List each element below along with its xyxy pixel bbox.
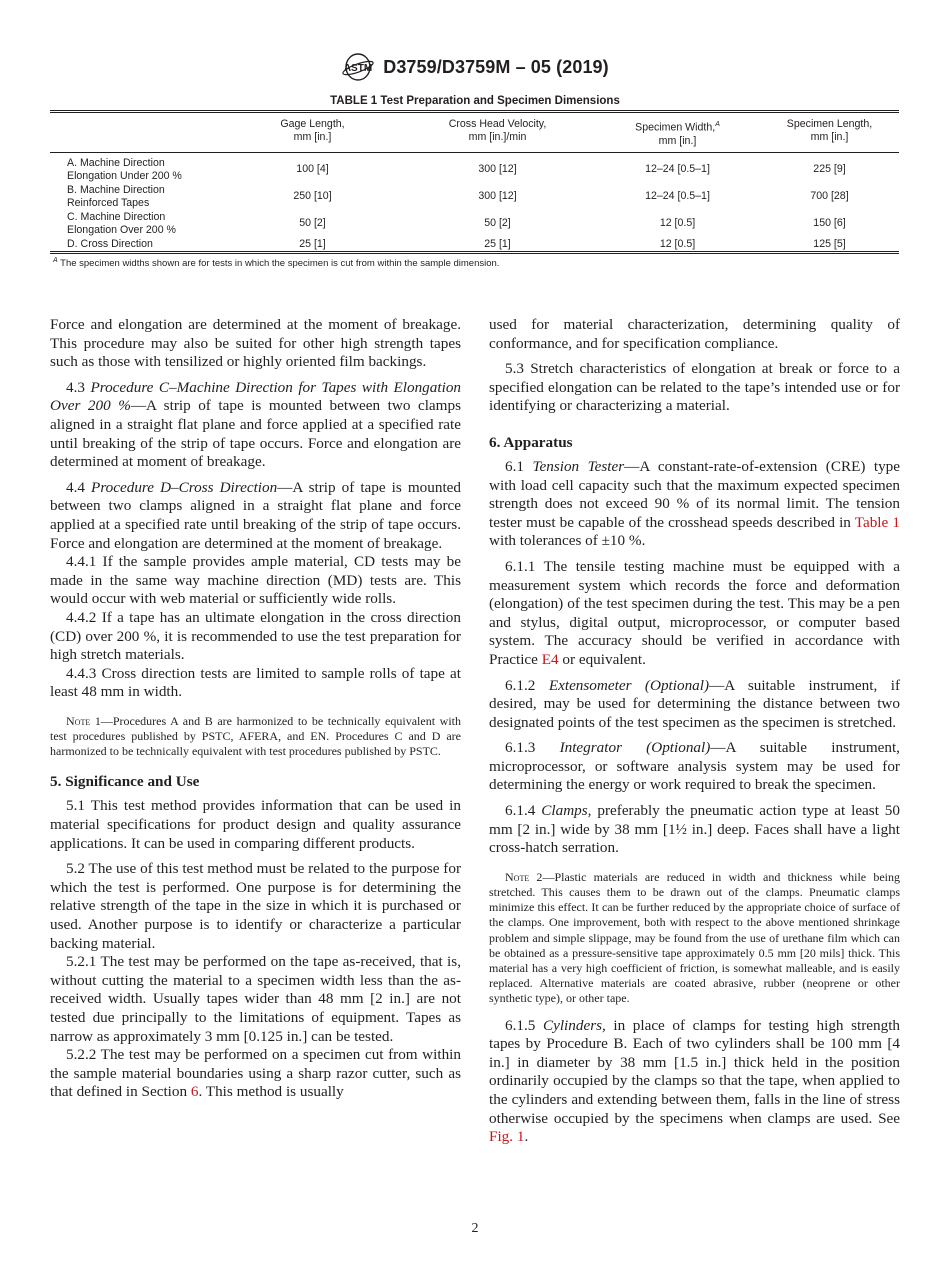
table-header-empty <box>50 112 225 153</box>
paragraph-5-2-2: 5.2.2 The test may be performed on a specimen cut from within the sample material boundaries using a sharp razor cutter, such as that defined in Section 6. This method is usually <box>50 1046 461 1101</box>
footnote-marker: A <box>715 121 720 128</box>
note-1: Note 1—Procedures A and B are harmonized to be technically equivalent with test procedures published by PSTC, AFERA, and EN. Procedures C and D are harmonized to be technically equivalent with test procedures published by PSTC. <box>50 713 461 759</box>
cell-gage: 25 [1] <box>299 237 326 250</box>
paragraph-6-1-4: 6.1.4 Clamps, preferably the pneumatic action type at least 50 mm [2 in.] wide by 38 mm [1½ in.] deep. Faces shall have a light cross-hatch serration. <box>489 802 900 857</box>
cell-velocity: 300 [12] <box>478 190 517 203</box>
table-title: TABLE 1 Test Preparation and Specimen Dimensions <box>330 95 620 107</box>
table-header-row <box>50 112 899 153</box>
table-header-specimen-width: Specimen Width,$^A$ mm [in.] <box>635 121 720 147</box>
link-fig-1[interactable]: Fig. 1 <box>489 1128 525 1146</box>
svg-text:ASTM: ASTM <box>344 63 373 74</box>
link-e4[interactable]: E4 <box>541 650 559 668</box>
document-header <box>0 52 950 87</box>
cell-width: 12–24 [0.5–1] <box>645 190 710 203</box>
table-1 <box>50 110 899 269</box>
paragraph-6-1-1: 6.1.1 The tensile testing machine must be equipped with a measurement system which records the force and deformation (elongation) of the test specimen during the test. This may be a pen and stylus, digital output, microprocessor, or computer based system. The accuracy should be verified in accordance with Practice E4 or equivalent. <box>489 557 900 668</box>
cell-width: 12–24 [0.5–1] <box>645 163 710 176</box>
table-row <box>50 184 899 211</box>
note-2: Note 2—Plastic materials are reduced in width and thickness while being stretched. This causes them to be drawn out of the clamps. Pneumatic clamps minimize this effect. It can be further reduced by the appropriate choice of surface of the clamps. One improvement, both with respect to the above mentioned shrinkage problem and simple slippage, may be found from the use of urethane film which can be obtained as a pressure-sensitive tape approximately 0.5 mm [20 mils] thick. This material has a very high coefficient of friction, is somewhat malleable, and is easily replaced. Alternative materials are coated abrasive, rubber (neoprene or other synthetic type), or other tape. <box>489 869 900 1006</box>
paragraph-5-2-1: 5.2.1 The test may be performed on the tape as-received, that is, without cutting the material to a specimen width less than the as-received width. Usually tapes wider than 48 mm [2 in.] are not tested due principally to the limitations of equipment. Tapes as narrow as approximately 3 mm [0.125 in.] can be tested. <box>50 953 461 1045</box>
section-6-heading: 6. Apparatus <box>489 433 573 451</box>
astm-logo-icon <box>341 52 375 82</box>
cell-velocity: 50 [2] <box>484 217 511 230</box>
paragraph-continuation: used for material characterization, determining quality of conformance, and for specification compliance. <box>489 316 900 352</box>
row-label: C. Machine Direction Elongation Over 200 % <box>67 210 176 237</box>
paragraph-6-1-2: 6.1.2 Extensometer (Optional)—A suitable instrument, if desired, may be used for determining the distance between two designated points of the test specimen as the specimen is stretched. <box>489 676 901 731</box>
table-header-cross-head-velocity: Cross Head Velocity, mm [in.]/min <box>448 118 547 143</box>
paragraph-4-3: 4.3 Procedure C–Machine Direction for Tapes with Elongation Over 200 %—A strip of tape is mounted between two clamps aligned in a straight flat plane and force applied at a specified rate until breaking of the strip of tape occurs. Force and elongation are determined at moment of breakage. <box>50 378 462 471</box>
cell-length: 700 [28] <box>810 190 849 203</box>
paragraph-6-1-3: 6.1.3 Integrator (Optional)—A suitable instrument, microprocessor, or software analysis system may be used for determining the energy or work required to break the specimen. <box>489 739 900 794</box>
cell-length: 125 [5] <box>813 237 846 250</box>
cell-length: 150 [6] <box>813 217 846 230</box>
document-id: D3759/D3759M – 05 (2019) <box>383 56 609 77</box>
paragraph-4-4-2: 4.4.2 If a tape has an ultimate elongation in the cross direction (CD) over 200 %, it is recommended to use the test preparation for high stretch materials. <box>50 608 461 664</box>
link-section-6[interactable]: 6 <box>190 1083 199 1101</box>
right-column <box>489 316 900 1147</box>
table-row <box>50 152 899 184</box>
paragraph-4-4-1: 4.4.1 If the sample provides ample material, CD tests may be made in the same way machine direction (MD) tests are. This would occur with web material or sufficiently wide rolls. <box>50 553 461 608</box>
paragraph-6-1-5: 6.1.5 Cylinders, in place of clamps for testing high strength tapes by Procedure B. Each of two cylinders shall be 100 mm [4 in.] in diameter by 38 mm [1.5 in.] thick held in the position ordinarily occupied by the clamps so that the tape, when applied to the cylinders and extending between them, falls in the line of stress otherwise occupied by the specimens when clamps are used. See Fig. 1. <box>489 1016 901 1146</box>
cell-velocity: 25 [1] <box>484 237 511 250</box>
cell-length: 225 [9] <box>813 163 846 176</box>
row-label: D. Cross Direction <box>67 237 153 250</box>
paragraph-6-1: 6.1 Tension Tester—A constant-rate-of-extension (CRE) type with load cell capacity such that the maximum expected specimen strength does not exceed 90 % of its normal limit. The tension tester must be capable of the crosshead speeds described in Table 1 with tolerances of ±10 %. <box>489 457 900 550</box>
page-number: 2 <box>471 1221 479 1236</box>
paragraph-continuation: Force and elongation are determined at the moment of breakage. This procedure may also be suited for other high strength tapes such as those with tensilized or highly oriented film backings. <box>50 316 461 371</box>
cell-gage: 250 [10] <box>293 190 332 203</box>
row-label: B. Machine Direction Reinforced Tapes <box>67 183 165 210</box>
table-footnote: $^A$ The specimen widths shown are for tests in which the specimen is cut from within the sample dimension. <box>53 257 500 270</box>
section-5-heading: 5. Significance and Use <box>50 773 200 791</box>
cell-gage: 100 [4] <box>296 163 329 176</box>
paragraph-5-2: 5.2 The use of this test method must be related to the purpose for which the test is performed. One purpose is for determining the relative strength of the tape in the size in which it is purchased or used. Another purpose is to identify or characterize a particular backing material. <box>50 860 461 952</box>
left-column <box>50 316 461 1102</box>
link-table-1[interactable]: Table 1 <box>854 513 900 531</box>
paragraph-5-3: 5.3 Stretch characteristics of elongation at break or force to a specified elongation can be related to the tape’s intended use or for identifying or characterizing a material. <box>489 360 900 415</box>
table-header-specimen-length: Specimen Length, mm [in.] <box>786 118 873 143</box>
cell-velocity: 300 [12] <box>478 163 517 176</box>
table-row <box>50 211 899 238</box>
cell-gage: 50 [2] <box>299 217 326 230</box>
table-row <box>50 238 899 253</box>
table-header-gage-length: Gage Length, mm [in.] <box>280 118 345 143</box>
paragraph-4-4-3: 4.4.3 Cross direction tests are limited to sample rolls of tape at least 48 mm in width. <box>50 664 461 701</box>
cell-width: 12 [0.5] <box>659 217 696 230</box>
cell-width: 12 [0.5] <box>659 237 696 250</box>
paragraph-5-1: 5.1 This test method provides information that can be used in material specifications for product design and quality assurance applications. It can be used in comparing different products. <box>50 797 461 852</box>
row-label: A. Machine Direction Elongation Under 200 % <box>67 156 182 183</box>
paragraph-4-4: 4.4 Procedure D–Cross Direction—A strip of tape is mounted between two clamps aligned in a straight flat plane and force applied at a specified rate until breaking of the strip of tape occurs. Force and elongation are determined at the moment of breakage. <box>50 478 462 552</box>
